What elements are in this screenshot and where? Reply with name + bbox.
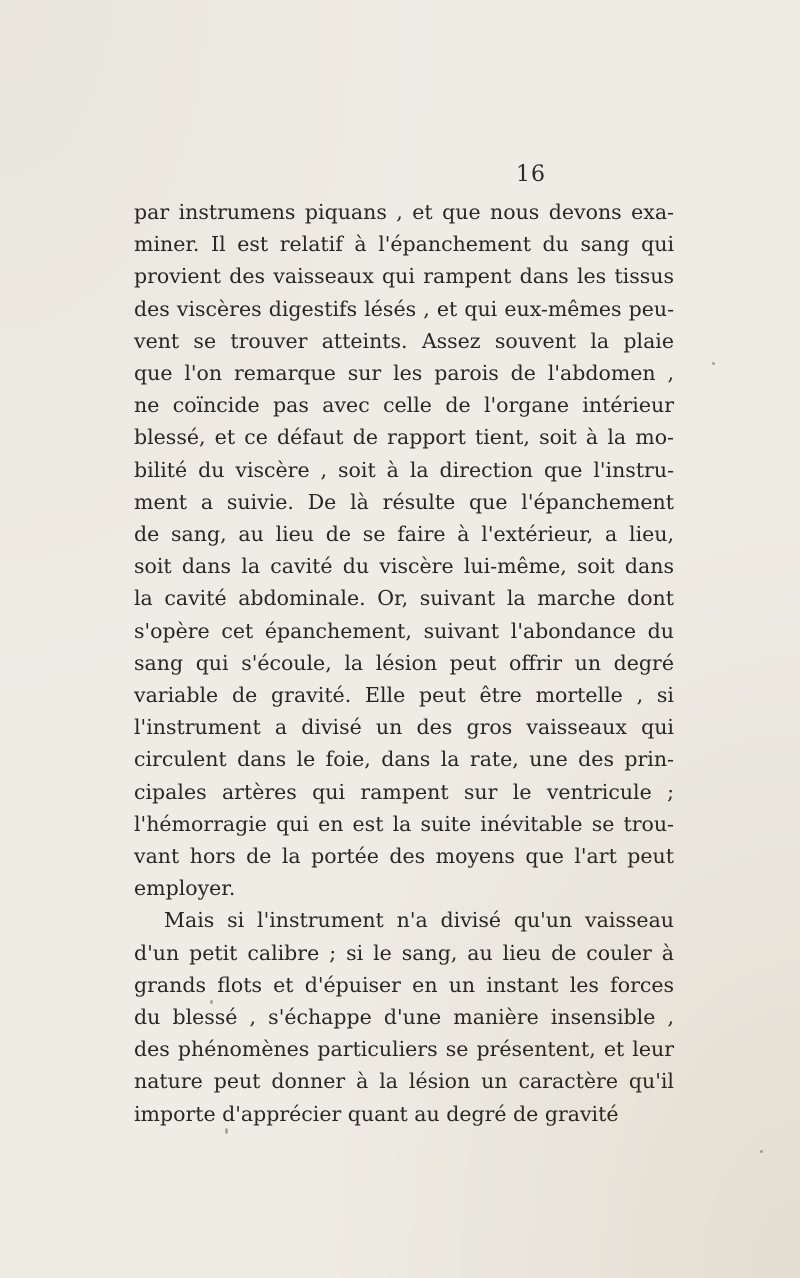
text-line: ne coïncide pas avec celle de l'organe intérieur: [134, 393, 674, 418]
text-line: provient des vaisseaux qui rampent dans les tissus: [134, 264, 674, 289]
text-line: vent se trouver atteints. Assez souvent la plaie: [134, 328, 674, 353]
text-line: importe d'apprécier quant au degré de gravité: [134, 1101, 619, 1126]
paper-speck: [225, 1128, 228, 1134]
text-line: de sang, au lieu de se faire à l'extérieur, a lieu,: [134, 522, 674, 547]
text-line: par instrumens piquans , et que nous devons exa-: [134, 200, 674, 224]
page-number: 16: [516, 162, 546, 187]
text-line: bilité du viscère , soit à la direction que l'instru-: [134, 457, 674, 482]
text-line: nature peut donner à la lésion un caractère qu'il: [134, 1069, 674, 1094]
paper-speck: [712, 362, 715, 365]
text-line: variable de gravité. Elle peut être mortelle , si: [134, 683, 674, 708]
text-line: grands flots et d'épuiser en un instant les forces: [134, 972, 674, 997]
text-line: circulent dans le foie, dans la rate, une des prin-: [134, 747, 674, 772]
body-text: [134, 196, 674, 1130]
text-line: blessé, et ce défaut de rapport tient, soit à la mo-: [134, 425, 674, 450]
text-line: cipales artères qui rampent sur le ventricule ;: [134, 779, 674, 804]
text-line: employer.: [134, 876, 236, 901]
paper-speck: [760, 1150, 763, 1153]
text-line: l'instrument a divisé un des gros vaisseaux qui: [134, 715, 674, 740]
text-line: vant hors de la portée des moyens que l'art peut: [134, 844, 674, 869]
text-line: d'un petit calibre ; si le sang, au lieu de couler à: [134, 940, 674, 965]
text-line: l'hémorragie qui en est la suite inévitable se trou-: [134, 811, 674, 836]
text-line: des viscères digestifs lésés , et qui eux-mêmes peu-: [134, 296, 674, 321]
text-line: du blessé , s'échappe d'une manière insensible ,: [134, 1005, 674, 1030]
text-line: la cavité abdominale. Or, suivant la marche dont: [134, 586, 674, 611]
text-line: ment a suivie. De là résulte que l'épanchement: [134, 489, 674, 514]
paper-speck: [210, 1000, 213, 1004]
text-line: s'opère cet épanchement, suivant l'abondance du: [134, 618, 674, 643]
text-line: soit dans la cavité du viscère lui-même, soit dans: [134, 554, 674, 579]
text-line: sang qui s'écoule, la lésion peut offrir un degré: [134, 650, 674, 675]
text-line: des phénomènes particuliers se présentent, et leur: [134, 1037, 674, 1062]
text-line: miner. Il est relatif à l'épanchement du sang qui: [134, 232, 674, 257]
text-line: Mais si l'instrument n'a divisé qu'un vaisseau: [164, 908, 674, 933]
text-line: que l'on remarque sur les parois de l'abdomen ,: [134, 361, 674, 386]
